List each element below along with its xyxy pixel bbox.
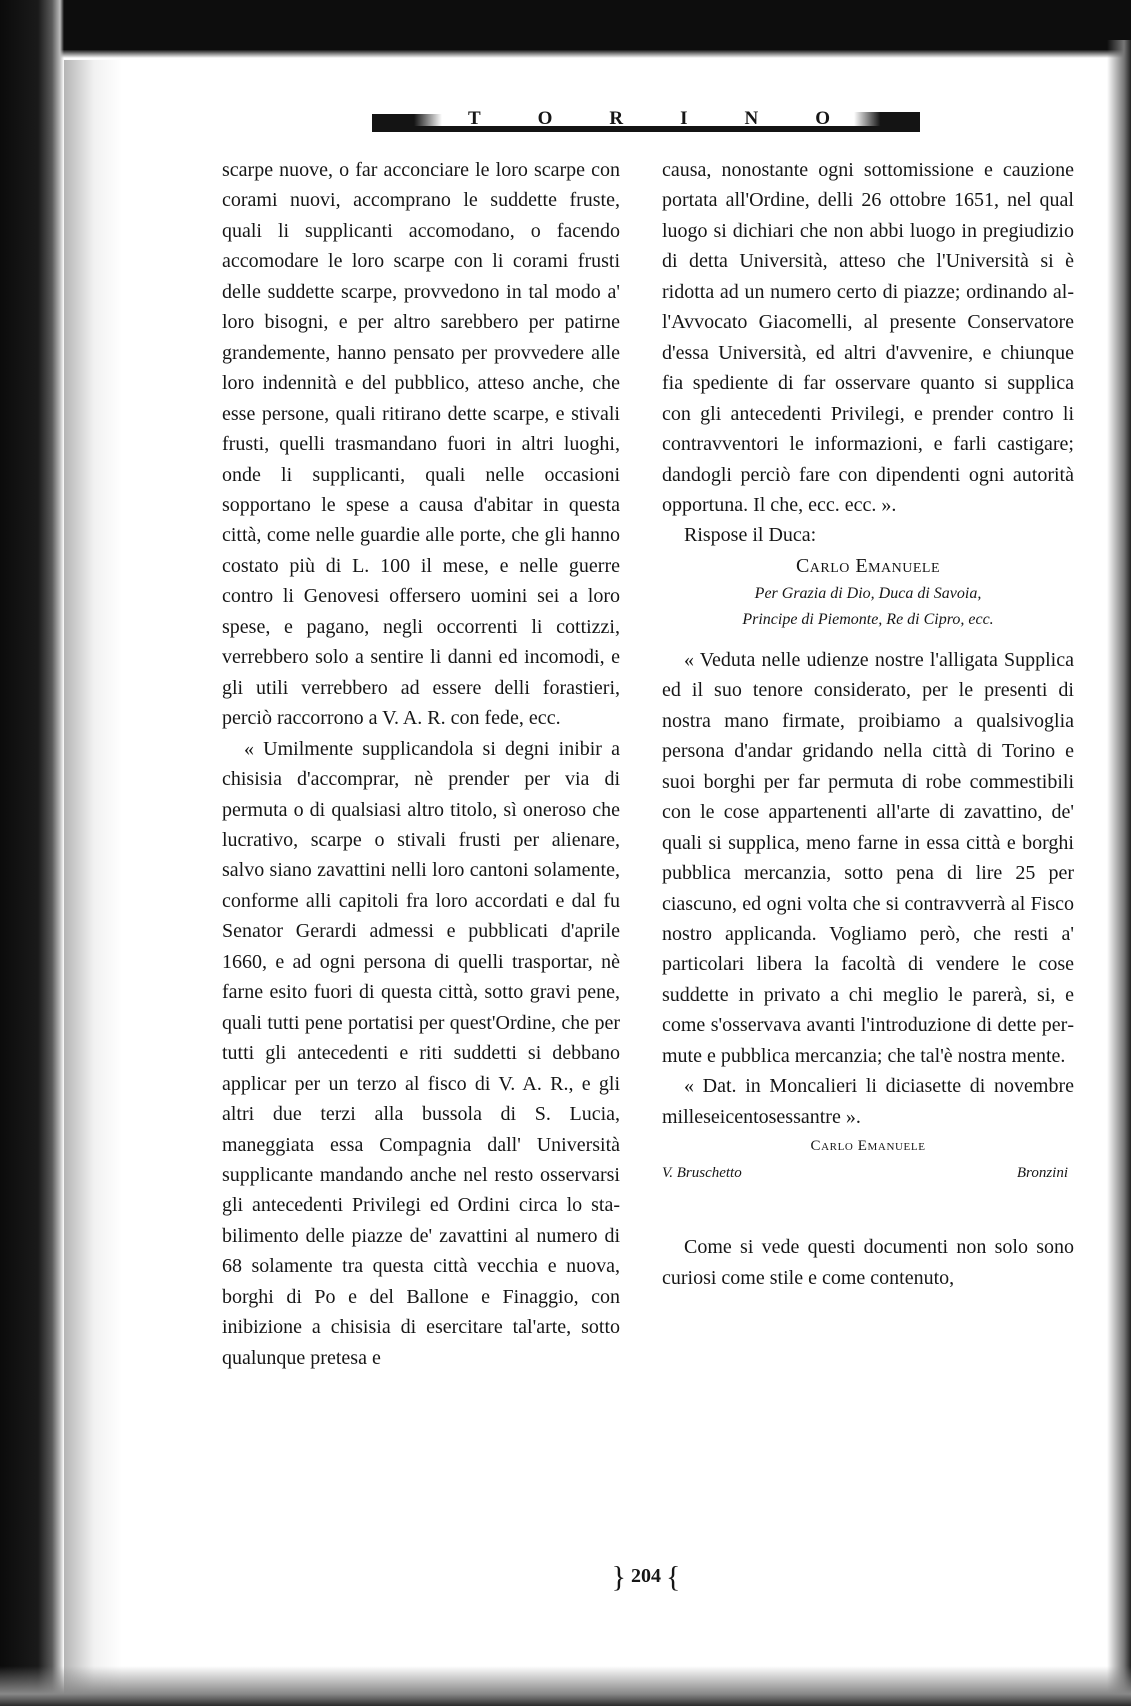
scan-bottom-edge [0,1666,1131,1706]
header-letter: O [815,108,832,129]
running-header [372,108,920,134]
folio-bracket-left-icon: } [611,1560,626,1594]
signature-name: Carlo Emanuele [810,1138,926,1155]
header-letter: N [744,108,761,129]
header-letter: O [537,108,555,129]
scan-left-edge [0,0,64,1706]
left-column [222,155,620,1373]
page-number-text: 204 [631,1565,661,1587]
countersignatures [662,1160,1074,1186]
decree-paragraph: « Veduta nelle udienze nostre l'alligata Supplica ed il suo tenore considerato, per le presenti di nostra mano firmate, proibiamo a qualsivoglia persona d'andar gridando nella città di Torino e suoi borghi per far permuta di robe commestibili con le cose appartenenti all'arte di zavattino, de' quali si supplica, meno farne in essa città e borghi pubblica mercanzia, sotto pena di lire 25 per ciascuno, ed ogni volta che si contravverrà al Fisco nostro applicanda. Vogliamo però, che resti a' particolari libera la facoltà di vendere le cose suddette in privato a chi meglio le parerà, si, e come s'osservava avanti l'introduzione di dette permute e pubblica mercanzia; che tal'è nostra mente. [662,648,1074,1067]
body-paragraph: scarpe nuove, o far acconciare le loro scarpe con corami nuovi, accomprano le suddette fruste, quali li supplicanti accomodano, o facendo accomodare le loro scarpe con li corami frusti delle suddette scarpe, provvedono in tal modo a' loro bisogni, e per altro sarebbero per patirne grandemente, hanno pensato per provvedere alle loro indennità e del pubblico, atteso anche, che esse persone, quali ritirano dette scarpe, e stivali frusti, quelli trasmandano fuori in altri luoghi, onde li supplicanti, quali nelle occasioni sopportano le spese a causa d'abitar in questa città, come nelle guardie alle porte, che gli hanno costato più di L. 100 il mese, e nelle guerre contro li Genovesi offersero uomini sei a loro spese, e pagano, negli occorrenti li cottizzi, verrebbero solo a sentire li danni ed incomodi, e gli utili verrebbero ad essere delli forastieri, perciò raccorrono a V. A. R. con fede, ecc. [222,159,620,730]
folio-bracket-right-icon: { [666,1560,681,1594]
scan-top-edge [0,0,1131,50]
sovereign-title-line-1: Per Grazia di Dio, Duca di Savoia, [754,584,982,602]
petition-paragraph: « Umilmente supplicandola si degni inibir a chisisia d'accomprar, nè prender per via di permuta o di qualsiasi altro titolo, sì oneroso che lucrativo, scarpe o stivali frusti per alienare, salvo siano zavattini nelli loro cantoni solamente, conforme alli capitoli fra loro accordati e dal fu Senator Gerardi admessi e pubblicati d'aprile 1660, e ad ogni persona di quelli trasportar, nè farne esito fuori di questa città, sotto gravi pene, quali tutti pene portatisi per quest'Ordine, che per tutti gli antecedenti e riti suddetti si debbano applicar per un terzo al fisco di V. A. R., e gli altri due terzi alla bussola di S. Lucia, maneggiata essa Compagnia dall' Università supplicante mandando anche nel resto osservarsi gli antecedenti Privilegi ed Ordini circa lo stabilimento delle piazze de' zavattini al numero di 68 solamente tra questa città vecchia e nuova, borghi di Po e del Ballone e Finaggio, con inibizione a chisisia di esercitare tal'arte, sotto qualunque pretesa e [222,737,620,1369]
page-number [606,1556,686,1596]
closing-paragraph: Come si vede questi documenti non solo sono curiosi come stile e come contenuto, [662,1236,1074,1289]
header-letter: I [680,108,690,129]
header-letter: R [609,108,626,129]
dated-paragraph: « Dat. in Moncalieri li diciasette di novembre milleseicentosessantre ». [662,1075,1074,1128]
header-title [468,108,832,130]
countersign-right: Bronzini [1016,1165,1068,1182]
sovereign-name: Carlo Emanuele [795,554,941,577]
scan-gutter-shadow [64,60,122,1706]
header-ornament-left [372,114,442,132]
header-letter: T [468,108,483,129]
scan-right-edge [1107,40,1131,1706]
body-paragraph: causa, nonostante ogni sottomissione e cauzione portata all'Ordine, delli 26 ottobre 1651, nel qual luogo si dichiari che non abbi luogo in pregiudizio di detta Università, atteso che l'Università si è ridotta ad un numero certo di piazze; ordinando all'Avvocato Giacomelli, al presente Conservatore d'essa Università, ed altri d'avvenire, e chiunque fia spediente di far osservare quanto si supplica con gli antecedenti Privilegi, e prender contro li contravventori le informazioni, e farli castigare; dandogli perciò fare con dipendenti ogni autorità opportuna. Il che, ecc. ecc. ». [662,159,1074,516]
scan-top-shadow [0,50,1131,58]
countersign-left: V. Bruschetto [662,1165,742,1182]
header-ornament-right [854,112,920,132]
reply-line: Rispose il Duca: [684,524,817,547]
right-column [662,155,1074,1293]
sovereign-title-line-2: Principe di Piemonte, Re di Cipro, ecc. [742,610,994,628]
